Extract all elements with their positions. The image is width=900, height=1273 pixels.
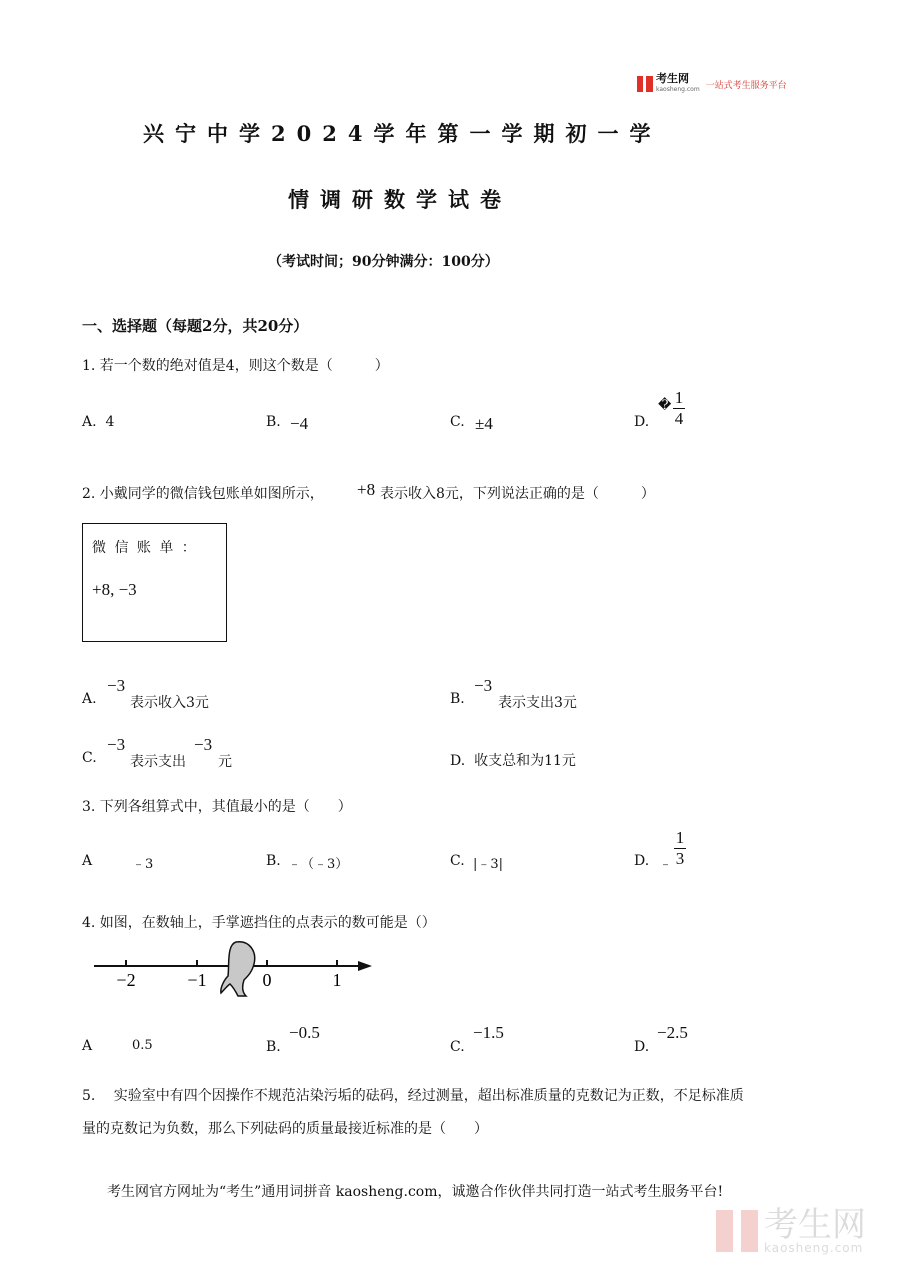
wechat-bill-title: 微 信 账 单 ： xyxy=(92,540,198,556)
q2-option-b-label: B. xyxy=(450,691,465,707)
watermark-name: 考生网 xyxy=(764,1205,866,1245)
q2-option-c-math2: −3 xyxy=(194,735,213,754)
fraction-denominator: 4 xyxy=(674,409,684,428)
q2-option-d: D. 收支总和为11元 xyxy=(450,753,576,769)
q3-option-d-prefix: ﹣ xyxy=(659,857,673,872)
q3-option-b-label: B. xyxy=(266,853,281,869)
q1-option-b-value: −4 xyxy=(290,414,309,433)
q2-stem-post: 表示收入8元，下列说法正确的是（ ） xyxy=(380,486,655,502)
q2-option-a-label: A. xyxy=(82,691,97,707)
watermark-domain: kaosheng.com xyxy=(764,1241,864,1255)
q2-stem-math: +8 xyxy=(357,480,376,499)
wechat-bill-box xyxy=(82,523,227,642)
q4-option-c-value: −1.5 xyxy=(473,1023,504,1042)
q2-option-c-text1: 表示支出 xyxy=(130,754,186,770)
q3-option-a-value: ﹣3 xyxy=(132,857,154,872)
number-line-figure xyxy=(90,938,380,1000)
q2-option-b-math: −3 xyxy=(474,676,493,695)
q3-option-d-label: D. xyxy=(634,853,650,869)
q1-option-b-label: B. xyxy=(266,414,281,430)
fraction-numerator: 1 xyxy=(675,828,685,847)
q4-option-b-value: −0.5 xyxy=(289,1023,320,1042)
logo-slogan: 一站式考生服务平台 xyxy=(705,80,787,91)
q3-option-d-fraction xyxy=(674,829,686,868)
q2-stem-pre: 2. 小戴同学的微信钱包账单如图所示， xyxy=(82,486,324,502)
hand-icon xyxy=(221,942,255,996)
q1-option-a: A. 4 xyxy=(82,414,115,430)
q5-stem-line1: 5. 实验室中有四个因操作不规范沾染污垢的砝码，经过测量，超出标准质量的克数记为正数，不足标准质 xyxy=(82,1088,744,1104)
section-heading: 一、选择题（每题2分，共20分） xyxy=(82,317,309,335)
q3-option-a-label: A xyxy=(82,853,93,869)
q2-option-c-label: C. xyxy=(82,750,97,766)
fraction-numerator: 1 xyxy=(674,388,684,407)
q4-option-a-value: 0.5 xyxy=(132,1038,153,1053)
exam-subtitle: （考试时间；90分钟满分：100分） xyxy=(268,254,499,270)
q4-option-c-label: C. xyxy=(450,1039,465,1055)
q4-option-d-label: D. xyxy=(634,1039,650,1055)
exam-title-line1: 兴宁中学2024学年第一学期初一学 xyxy=(143,121,662,146)
q2-option-c-text2: 元 xyxy=(218,754,232,770)
tick-label: −1 xyxy=(187,970,207,990)
fraction-denominator: 3 xyxy=(675,849,685,868)
q1-stem: 1. 若一个数的绝对值是4，则这个数是（ ） xyxy=(82,358,389,374)
q2-option-b-text: 表示支出3元 xyxy=(498,695,577,711)
wechat-bill-values: +8, −3 xyxy=(92,580,137,599)
q1-option-c-label: C. xyxy=(450,414,465,430)
q1-option-d-label: D. xyxy=(634,414,650,430)
logo-name: 考生网 xyxy=(656,72,689,85)
number-line-arrow-icon xyxy=(358,961,372,971)
q4-option-a-label: A xyxy=(82,1038,93,1054)
q4-stem: 4. 如图，在数轴上，手掌遮挡住的点表示的数可能是（） xyxy=(82,915,436,931)
q2-option-a-text: 表示收入3元 xyxy=(130,695,209,711)
tick-label: 0 xyxy=(262,970,272,990)
exam-title-line2: 情调研数学试卷 xyxy=(288,187,512,212)
q1-option-d-prefix: � xyxy=(658,398,672,413)
q3-option-c-value: |﹣3| xyxy=(473,857,504,872)
q1-option-c-value: ±4 xyxy=(475,414,493,433)
kaosheng-logo-icon xyxy=(637,76,653,92)
footer-note: 考生网官方网址为“考生”通用词拼音 kaosheng.com，诚邀合作伙伴共同打造一站式考生服务平台! xyxy=(107,1184,724,1200)
kaosheng-watermark xyxy=(716,1205,866,1255)
tick-label: −2 xyxy=(116,970,136,990)
kaosheng-logo xyxy=(637,73,787,95)
q1-option-d-fraction xyxy=(673,389,685,428)
q4-option-d-value: −2.5 xyxy=(657,1023,688,1042)
q3-stem: 3. 下列各组算式中，其值最小的是（ ） xyxy=(82,799,352,815)
q4-option-b-label: B. xyxy=(266,1039,281,1055)
q2-option-c-math1: −3 xyxy=(107,735,126,754)
logo-domain: kaosheng.com xyxy=(656,86,700,93)
watermark-logo-icon xyxy=(716,1210,758,1252)
q3-option-b-value: ﹣（﹣3） xyxy=(288,857,349,872)
q2-option-a-math: −3 xyxy=(107,676,126,695)
q5-stem-line2: 量的克数记为负数，那么下列砝码的质量最接近标准的是（ ） xyxy=(82,1121,488,1137)
tick-label: 1 xyxy=(332,970,342,990)
q3-option-c-label: C. xyxy=(450,853,465,869)
